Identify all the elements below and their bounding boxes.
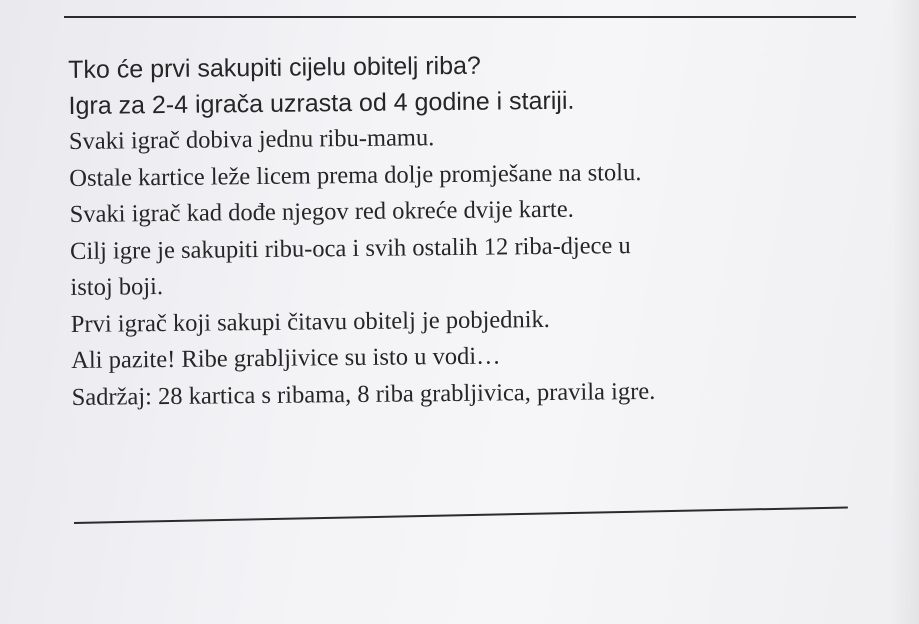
title-line: Tko će prvi sakupiti cijelu obitelj riba? [68, 51, 481, 84]
body-line: Cilj igre je sakupiti ribu-oca i svih ostalih 12 riba-djece u [69, 231, 631, 265]
body-line: Svaki igrač dobiva jednu ribu-mamu. [68, 124, 435, 155]
body-line: Svaki igrač kad dođe njegov red okreće dvije karte. [69, 195, 574, 228]
subtitle-line: Igra za 2-4 igrača uzrasta od 4 godine i stariji. [68, 86, 575, 120]
top-divider-line [64, 16, 856, 18]
body-line: Ali pazite! Ribe grabljivice su isto u vodi… [71, 342, 501, 374]
body-line: Sadržaj: 28 kartica s ribama, 8 riba grabljivica, pravila igre. [71, 377, 656, 411]
body-line: istoj boji. [70, 273, 164, 301]
bottom-divider-line [74, 506, 848, 524]
paper-edge-shadow [891, 0, 919, 624]
body-line: Prvi igrač koji sakupi čitavu obitelj je pobjednik. [70, 305, 550, 338]
body-line: Ostale kartice leže licem prema dolje promješane na stolu. [69, 158, 642, 192]
rules-text-block [68, 44, 872, 416]
